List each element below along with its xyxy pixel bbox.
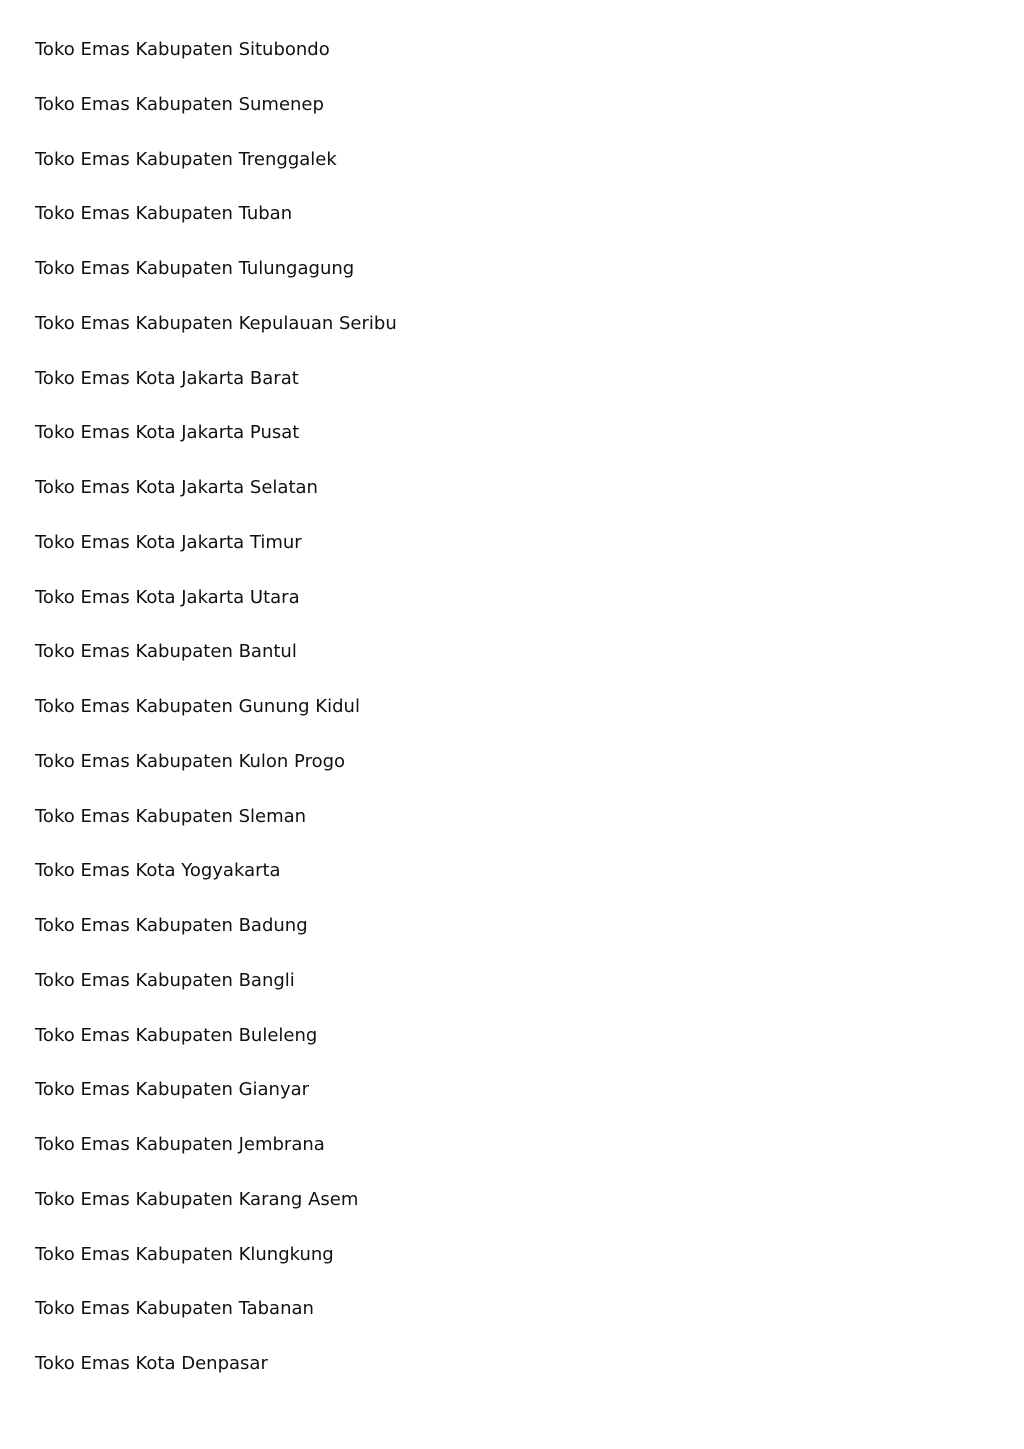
list-item xyxy=(35,639,397,694)
list-item xyxy=(35,1077,397,1132)
store-link[interactable]: Toko Emas Kabupaten Tulungagung xyxy=(35,258,355,279)
list-item xyxy=(35,147,397,202)
store-link[interactable]: Toko Emas Kabupaten Kepulauan Seribu xyxy=(35,312,397,334)
list-item xyxy=(35,694,397,749)
store-link[interactable]: Toko Emas Kabupaten Buleleng xyxy=(35,1024,318,1046)
store-link[interactable]: Toko Emas Kabupaten Bantul xyxy=(35,641,297,663)
store-link[interactable]: Toko Emas Kabupaten Kulon Progo xyxy=(35,750,346,772)
store-link[interactable]: Toko Emas Kabupaten Jembrana xyxy=(35,1134,325,1155)
store-link[interactable]: Toko Emas Kabupaten Karang Asem xyxy=(35,1188,359,1210)
list-item xyxy=(35,37,397,92)
list-item xyxy=(35,804,397,859)
store-link[interactable]: Toko Emas Kabupaten Tuban xyxy=(35,203,293,225)
list-item xyxy=(35,1132,397,1187)
store-link[interactable]: Toko Emas Kota Jakarta Timur xyxy=(35,531,302,553)
store-link[interactable]: Toko Emas Kota Denpasar xyxy=(35,1353,268,1374)
store-link[interactable]: Toko Emas Kota Yogyakarta xyxy=(35,860,281,882)
store-link[interactable]: Toko Emas Kabupaten Gianyar xyxy=(35,1079,310,1101)
list-item xyxy=(35,968,397,1023)
store-link-list xyxy=(35,37,397,1406)
list-item xyxy=(35,1187,397,1242)
store-link[interactable]: Toko Emas Kabupaten Trenggalek xyxy=(35,148,337,170)
store-link[interactable]: Toko Emas Kabupaten Klungkung xyxy=(35,1243,334,1265)
list-item xyxy=(35,92,397,147)
list-item xyxy=(35,530,397,585)
list-item xyxy=(35,201,397,256)
store-link[interactable]: Toko Emas Kabupaten Bangli xyxy=(35,969,295,991)
store-link[interactable]: Toko Emas Kota Jakarta Utara xyxy=(35,586,300,608)
list-item xyxy=(35,256,397,311)
list-item xyxy=(35,858,397,913)
store-link[interactable]: Toko Emas Kabupaten Situbondo xyxy=(35,39,330,60)
list-item xyxy=(35,1242,397,1297)
list-item xyxy=(35,1351,397,1406)
store-link[interactable]: Toko Emas Kabupaten Sleman xyxy=(35,805,307,827)
store-link[interactable]: Toko Emas Kabupaten Sumenep xyxy=(35,93,324,115)
list-item xyxy=(35,913,397,968)
list-item xyxy=(35,366,397,421)
list-item xyxy=(35,585,397,640)
list-item xyxy=(35,1023,397,1078)
list-item xyxy=(35,1296,397,1351)
store-link[interactable]: Toko Emas Kabupaten Badung xyxy=(35,915,308,936)
store-link[interactable]: Toko Emas Kabupaten Tabanan xyxy=(35,1298,314,1320)
list-item xyxy=(35,749,397,804)
list-item xyxy=(35,420,397,475)
store-link[interactable]: Toko Emas Kota Jakarta Barat xyxy=(35,367,299,389)
store-link[interactable]: Toko Emas Kota Jakarta Selatan xyxy=(35,477,318,498)
store-link[interactable]: Toko Emas Kota Jakarta Pusat xyxy=(35,422,300,444)
list-item xyxy=(35,475,397,530)
store-link[interactable]: Toko Emas Kabupaten Gunung Kidul xyxy=(35,696,360,717)
list-item xyxy=(35,311,397,366)
